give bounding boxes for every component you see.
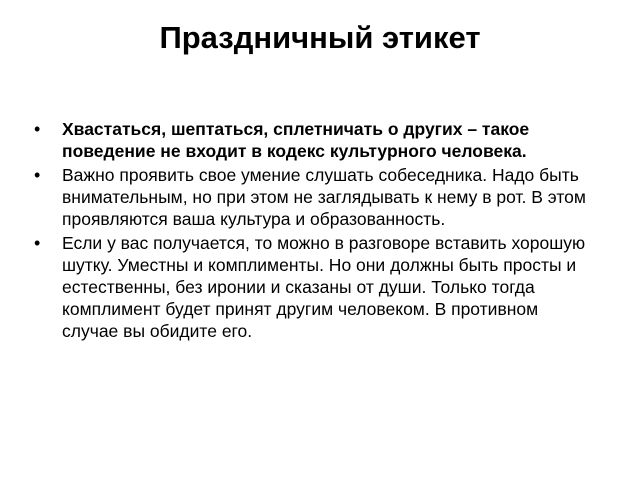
- bullet-item: [34, 232, 594, 342]
- bullet-text: Если у вас получается, то можно в разговоре вставить хорошую шутку. Уместны и комплименты. Но они должны быть просты и естественны, без иронии и сказаны от души. Только тогда комплимент будет принят другим человеком. В противном случае вы обидите его.: [62, 233, 586, 341]
- bullet-item: [34, 164, 594, 230]
- bullet-text: Хвастаться, шептаться, сплетничать о других – такое поведение не входит в кодекс культурного человека.: [62, 119, 530, 161]
- bullet-item: [34, 118, 594, 162]
- bullet-list: [34, 118, 594, 344]
- bullet-icon: •: [34, 233, 41, 253]
- slide-title: Праздничный этикет: [159, 20, 481, 55]
- bullet-icon: •: [34, 165, 41, 185]
- bullet-text: Важно проявить свое умение слушать собеседника. Надо быть внимательным, но при этом не заглядывать к нему в рот. В этом проявляются ваша культура и образованность.: [62, 165, 586, 229]
- bullet-icon: •: [34, 119, 41, 139]
